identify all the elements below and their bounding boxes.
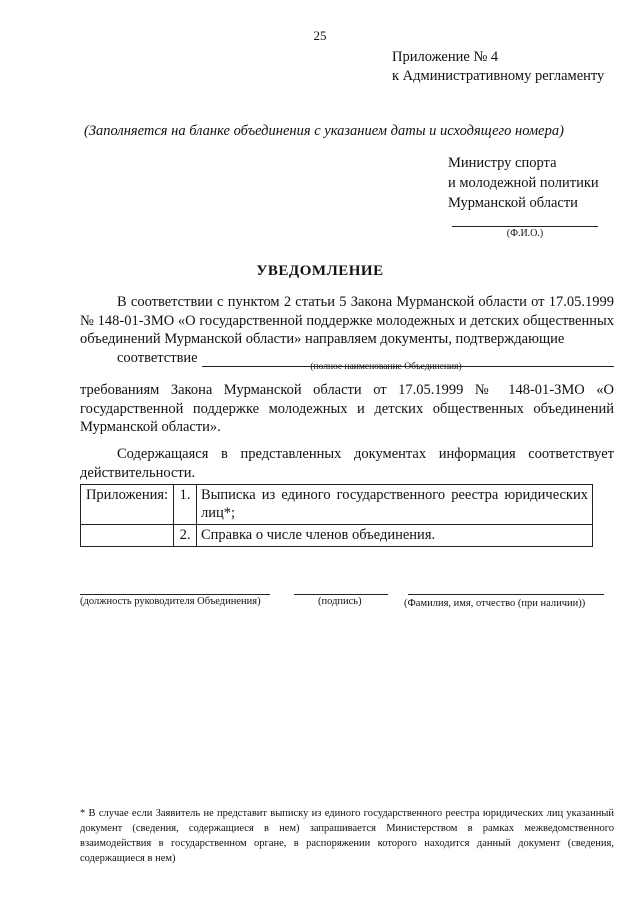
page-number: 25 — [313, 28, 327, 43]
paragraph-1-text: В соответствии с пунктом 2 статьи 5 Закона Мурманской области от 17.05.1999 № 148-01-ЗМО «О государственной поддержке молодежных и детских общественных объединений Мурманской области» направляем документы, подтверждающие — [80, 294, 614, 347]
attachments-table — [80, 484, 593, 547]
name-caption: (Фамилия, имя, отчество (при наличии)) — [404, 598, 586, 609]
addressee-line-1: Министру спорта — [448, 155, 557, 171]
table-row — [81, 485, 593, 525]
paragraph-1 — [80, 293, 614, 367]
addressee-line-2: и молодежной политики — [448, 175, 599, 191]
footnote: * В случае если Заявитель не представит выписку из единого государственного реестра юридических лиц указанный документ (сведения, содержащиеся в нем) запрашивается Министерством в рамках межведомственного взаимодействия в государственном органе, в распоряжении которого находится данный документ (сведения, содержащиеся в нем) — [80, 808, 614, 864]
organization-name-caption: (полное наименование Объединения) — [310, 362, 462, 372]
paragraph-2: требованиям Закона Мурманской области от 17.05.1999 № 148-01-ЗМО «О государственной поддержке молодежных и детских общественных объединений Мурманской области». — [80, 382, 614, 435]
fio-blank-line — [452, 226, 598, 227]
name-signature-line — [408, 594, 604, 595]
attachment-number: 2. — [174, 525, 197, 547]
attachments-label: Приложения: — [81, 485, 174, 525]
document-title: УВЕДОМЛЕНИЕ — [256, 263, 384, 279]
position-signature-line — [80, 594, 270, 595]
signature-line — [294, 594, 388, 595]
fio-caption: (Ф.И.О.) — [506, 228, 544, 239]
attachment-text: Выписка из единого государственного реестра юридических лиц*; — [197, 485, 593, 525]
addressee-block — [448, 153, 599, 213]
paragraph-1-last-word: соответствие — [117, 349, 198, 366]
addressee-line-3: Мурманской области — [448, 195, 578, 211]
attachment-text: Справка о числе членов объединения. — [197, 525, 593, 547]
paragraph-3: Содержащаяся в представленных документах информация соответствует действительности. — [80, 446, 614, 481]
attachment-number: 1. — [174, 485, 197, 525]
fill-instruction: (Заполняется на бланке объединения с указанием даты и исходящего номера) — [84, 123, 564, 139]
attachments-label-empty — [81, 525, 174, 547]
appendix-header — [392, 48, 604, 86]
position-caption: (должность руководителя Объединения) — [80, 596, 261, 607]
appendix-line-2: к Административному регламенту — [392, 68, 605, 84]
signature-caption: (подпись) — [318, 596, 362, 607]
table-row — [81, 525, 593, 547]
appendix-line-1: Приложение № 4 — [392, 49, 499, 65]
